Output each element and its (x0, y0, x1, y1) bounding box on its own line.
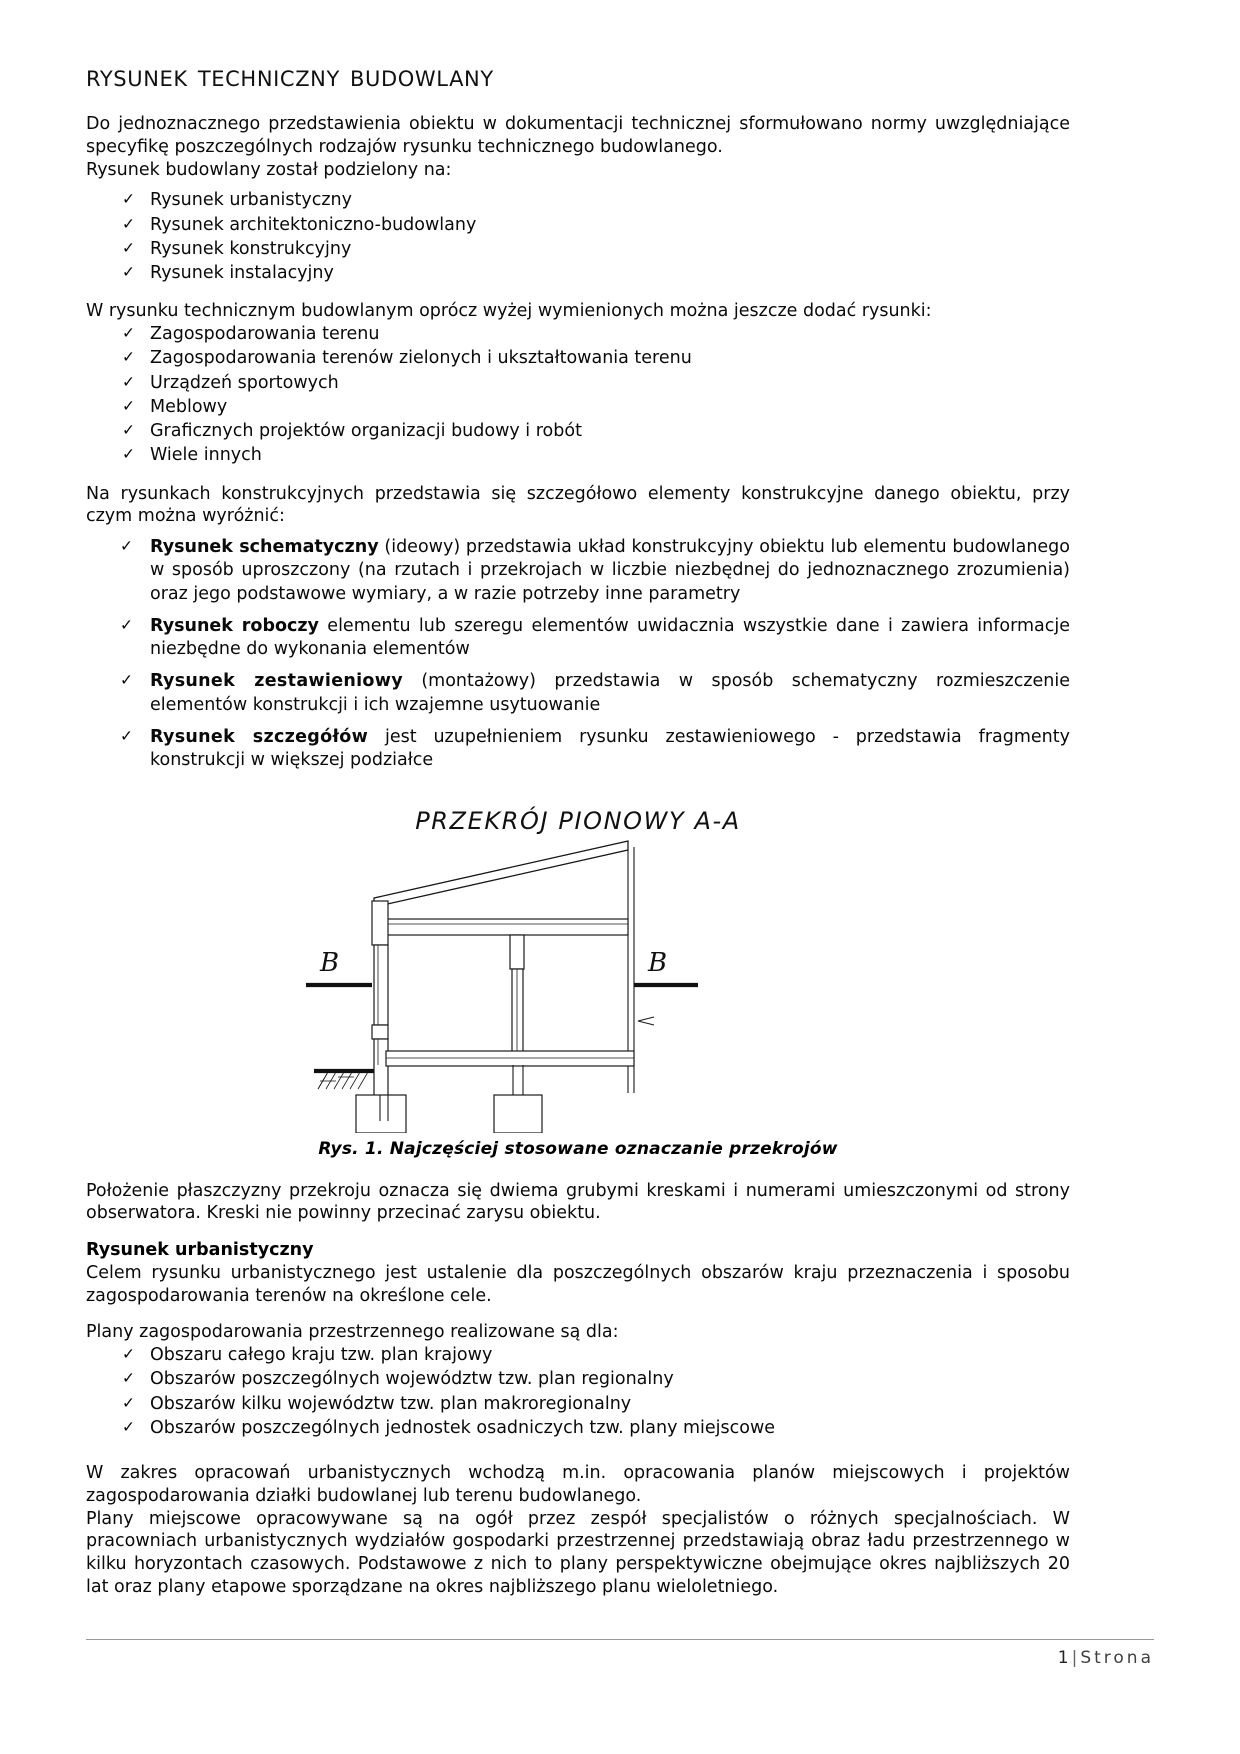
check-icon: ✓ (120, 537, 133, 556)
page-footer (86, 1639, 1154, 1668)
page-title: rysunek techniczny budowlany (86, 59, 494, 94)
lower-beam (386, 1051, 634, 1066)
left-column-head (372, 901, 388, 945)
list-item-description: jest uzupełnieniem rysunku zestawieniowego - przedstawia fragmenty konstrukcji w większej podziałce (150, 727, 1070, 771)
list-item-term: Rysunek zestawieniowy (150, 671, 403, 692)
list-item-label: Obszarów kilku województw tzw. plan makroregionalny (150, 1393, 632, 1414)
left-footing (356, 1095, 406, 1133)
additional-lead: W rysunku technicznym budowlanym oprócz wyżej wymienionych można jeszcze dodać rysunki: (86, 301, 932, 322)
check-icon: ✓ (122, 421, 135, 440)
list-item-label: Meblowy (150, 396, 228, 417)
list-item (86, 347, 1070, 370)
middle-column-head (510, 935, 524, 969)
construction-drawings-list (86, 536, 1070, 772)
urbanistic-paragraph-1: Celem rysunku urbanistycznego jest ustalenie dla poszczególnych obszarów kraju przeznaczenia i sposobu zagospodarowania terenów na określone cele. (86, 1262, 1070, 1306)
list-item (86, 396, 1070, 419)
closing-paragraph-1: W zakres opracowań urbanistycznych wchodzą m.in. opracowania planów miejscowych i projektów zagospodarowania działki budowlanej lub terenu budowlanego. (86, 1463, 1070, 1506)
footer-separator: | (1071, 1648, 1078, 1668)
list-item (86, 189, 1070, 212)
urbanistic-paragraph-2: Plany zagospodarowania przestrzennego realizowane są dla: (86, 1322, 619, 1343)
list-item (86, 372, 1070, 395)
drawing-container (86, 803, 1070, 1133)
check-icon: ✓ (122, 445, 135, 464)
left-column-joint (372, 1025, 388, 1039)
list-item (86, 262, 1070, 285)
check-icon: ✓ (122, 372, 135, 391)
intro-paragraph-2: Rysunek budowlany został podzielony na: (86, 159, 452, 180)
construction-lead: Na rysunkach konstrukcyjnych przedstawia się szczegółowo elementy konstrukcyjne danego obiektu, przy czym można wyróżnić: (86, 483, 1070, 527)
closing-paragraph-2: Plany miejscowe opracowywane są na ogół przez zespół specjalistów o różnych specjalnościach. W pracowniach urbanistycznych wydziałów gospodarki przestrzennej przedstawiają obraz ładu przestrzennego w kilku horyzontach czasowych. Podstawowe z nich to plany perspektywiczne obejmujące okres najbliższych 20 lat oraz plany etapowe sporządzane na okres najbliższego planu wieloletniego. (86, 1508, 1070, 1597)
figure-caption: Rys. 1. Najczęściej stosowane oznaczanie przekrojów (318, 1138, 838, 1159)
check-icon: ✓ (122, 1417, 135, 1436)
list-item-label: Obszarów poszczególnych województw tzw. plan regionalny (150, 1369, 674, 1390)
section-marker-left (306, 948, 372, 985)
footer-page-word: Strona (1080, 1648, 1154, 1668)
list-item-label: Rysunek architektoniczno-budowlany (150, 214, 477, 235)
list-item (86, 615, 1070, 662)
section-marker-right (634, 948, 698, 1025)
plans-list (86, 1344, 1070, 1440)
check-icon: ✓ (122, 190, 135, 209)
list-item-term: Rysunek schematyczny (150, 537, 379, 558)
check-icon: ✓ (122, 1345, 135, 1364)
list-item (86, 444, 1070, 467)
section-marker-left-label: B (320, 947, 340, 978)
footer-page-number: 1 (1057, 1648, 1069, 1668)
check-icon: ✓ (122, 324, 135, 343)
check-icon: ✓ (122, 263, 135, 282)
intro-paragraph-1: Do jednoznacznego przedstawienia obiektu w dokumentacji technicznej sformułowano normy uwzględniające specyfikę poszczególnych rodzajów rysunku technicznego budowlanego. (86, 114, 1070, 157)
check-icon: ✓ (122, 214, 135, 233)
after-figure-paragraph: Położenie płaszczyzny przekroju oznacza się dwiema grubymi kreskami i numerami umieszczonymi od strony obserwatora. Kreski nie powinny przecinać zarysu obiektu. (86, 1180, 1070, 1224)
page-content (86, 0, 1070, 1599)
list-item (86, 726, 1070, 773)
list-item-description: (ideowy) przedstawia układ konstrukcyjny obiektu lub elementu budowlanego w sposób uproszczony (na rzutach i przekrojach w liczbie niezbędnej do jednoznacznego zrozumienia) oraz jego podstawowe wymiary, a w razie potrzeby inne parametry (150, 537, 1070, 604)
roof-bottom-line (374, 850, 628, 907)
list-item-label: Zagospodarowania terenu (150, 324, 380, 345)
list-item (86, 670, 1070, 717)
check-icon: ✓ (122, 238, 135, 257)
technical-drawing-svg (298, 803, 858, 1133)
list-item (86, 1417, 1070, 1440)
section-arrow-right (638, 1017, 654, 1025)
list-item (86, 536, 1070, 606)
roof-top-line (374, 841, 628, 898)
list-item-term: Rysunek szczegółów (150, 727, 369, 748)
section-heading-urbanistyczny: Rysunek urbanistyczny (86, 1240, 314, 1261)
figure-cross-section (86, 803, 1070, 1159)
additional-drawings-list (86, 323, 1070, 468)
drawing-title: PRZEKRÓJ PIONOWY A-A (415, 806, 741, 835)
list-item (86, 420, 1070, 443)
list-item-description: (montażowy) przedstawia w sposób schematyczny rozmieszczenie elementów konstrukcji i ich wzajemne usytuowanie (150, 671, 1070, 715)
list-item (86, 1393, 1070, 1416)
check-icon: ✓ (122, 1369, 135, 1388)
list-item-label: Obszaru całego kraju tzw. plan krajowy (150, 1345, 493, 1366)
list-item-term: Rysunek roboczy (150, 615, 319, 636)
check-icon: ✓ (120, 671, 133, 690)
left-column-upper (374, 945, 388, 1025)
check-icon: ✓ (122, 1393, 135, 1412)
list-item-label: Rysunek konstrukcyjny (150, 238, 352, 259)
list-item-label: Wiele innych (150, 445, 262, 466)
list-item (86, 1344, 1070, 1367)
list-item-label: Obszarów poszczególnych jednostek osadniczych tzw. plany miejscowe (150, 1417, 776, 1438)
section-marker-right-label: B (648, 947, 668, 978)
list-item (86, 238, 1070, 261)
drawing-types-list (86, 189, 1070, 285)
list-item-label: Graficznych projektów organizacji budowy i robót (150, 421, 582, 442)
list-item (86, 1368, 1070, 1391)
ground-hatching (318, 1072, 368, 1089)
list-item-label: Urządzeń sportowych (150, 372, 339, 393)
roof-slab (374, 841, 628, 907)
list-item-label: Rysunek instalacyjny (150, 263, 334, 284)
check-icon: ✓ (120, 615, 133, 634)
list-item-description: elementu lub szeregu elementów uwidacznia wszystkie dane i zawiera informacje niezbędne do wykonania elementów (150, 615, 1070, 660)
list-item-label: Zagospodarowania terenów zielonych i ukształtowania terenu (150, 348, 692, 369)
check-icon: ✓ (122, 348, 135, 367)
check-icon: ✓ (120, 727, 133, 746)
upper-beam (384, 919, 628, 935)
list-item-label: Rysunek urbanistyczny (150, 190, 352, 211)
check-icon: ✓ (122, 396, 135, 415)
middle-footing (494, 1095, 542, 1133)
list-item (86, 323, 1070, 346)
list-item (86, 214, 1070, 237)
